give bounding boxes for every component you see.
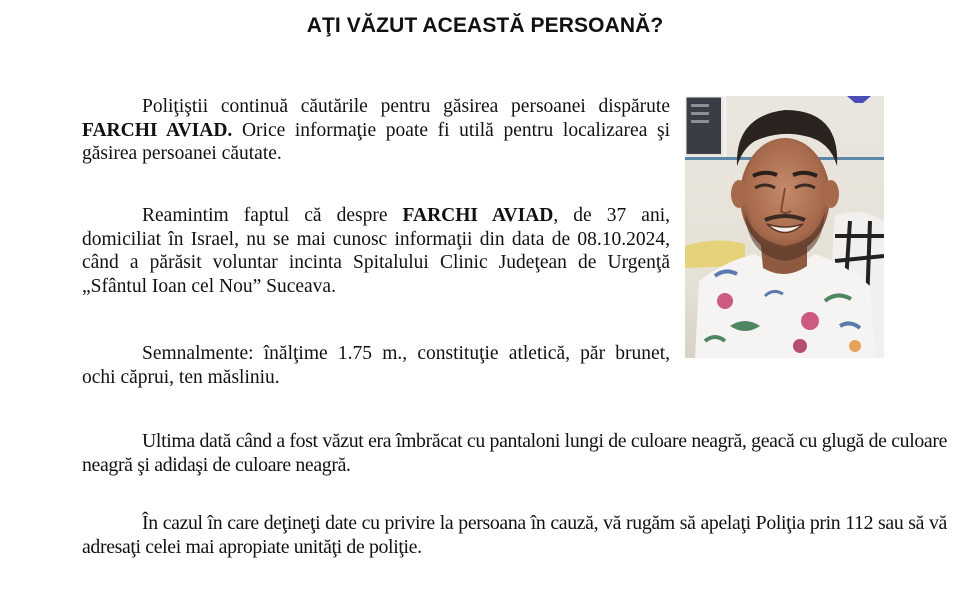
paragraph-details	[82, 204, 670, 298]
paragraph-details-text: Reamintim faptul că despre	[142, 205, 403, 226]
paragraph-clothing: Ultima dată când a fost văzut era îmbrăcat cu pantaloni lungi de culoare neagră, geacă cu glugă de culoare neagră şi adidaşi de culoare neagră.	[82, 430, 947, 476]
paragraph-contact: În cazul în care deţineţi date cu privire la persoana în cauză, vă rugăm să apelaţi Poliţia prin 112 sau să vă adresaţi celei mai apropiate unităţi de poliţie.	[82, 512, 947, 558]
missing-person-name-2: FARCHI AVIAD	[402, 205, 554, 226]
paragraph-intro-text: Poliţiştii continuă căutările pentru găsirea persoanei dispărute	[142, 96, 670, 117]
paragraph-description: Semnalmente: înălţime 1.75 m., constituţie atletică, păr brunet, ochi căprui, ten măsliniu.	[82, 343, 670, 388]
paragraph-intro	[82, 95, 670, 166]
notice-title: AŢI VĂZUT ACEASTĂ PERSOANĂ?	[306, 14, 664, 37]
person-photo	[685, 96, 884, 358]
paragraph-intro-text-rest: Orice informaţie poate fi utilă pentru localizarea şi găsirea persoanei căutate.	[82, 119, 670, 164]
missing-person-name: FARCHI AVIAD.	[82, 119, 233, 141]
paragraph-details-text-rest: , de 37 ani, domiciliat în Israel, nu se mai cunosc informaţii din data de 08.10.2024, când a părăsit voluntar incinta Spitalului Clinic Judeţean de Urgenţă „Sfântul Ioan cel Nou” Suceava.	[82, 205, 670, 297]
